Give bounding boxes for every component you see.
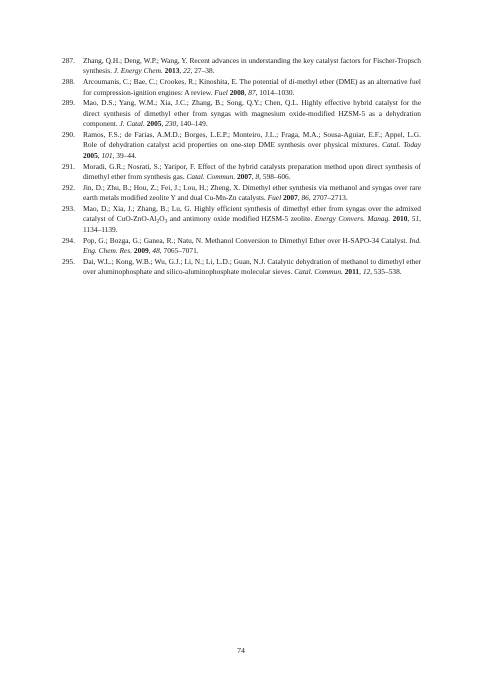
reference-text: Jin, D.; Zhu, B.; Hou, Z.; Fei, J.; Lou, H.; Zheng, X. Dimethyl ether synthesis via methanol and syngas over rare earth metals modified zeolite Y and dual Cu-Mn-Zn catalysts. Fuel 2007, 86, 2707–2713. xyxy=(83,182,421,203)
reference-text: Pop, G.; Bozga, G.; Ganea, R.; Natu, N. Methanol Conversion to Dimethyl Ether over H-SAPO-34 Catalyst. Ind. Eng. Chem. Res. 2009, 48, 7065–7071. xyxy=(83,235,421,256)
reference-item xyxy=(62,257,421,278)
reference-number: 291. xyxy=(62,161,75,171)
reference-text: Zhang, Q.H.; Deng, W.P.; Wang, Y. Recent advances in understanding the key catalyst factors for Fischer-Tropsch synthesis. J. Energy Chem. 2013, 22, 27–38. xyxy=(83,56,421,76)
reference-item xyxy=(62,98,421,129)
reference-text: Mao, D.; Xia, J.; Zhang, B.; Lu, G. Highly efficient synthesis of dimethyl ether from syngas over the admixed catalyst of CuO-$ZnO-Al_2O_3$ and antimony oxide modified HZSM-5 zeolite. Energy Convers. Manag. 2010, 51, 1134–1139. xyxy=(83,204,421,234)
reference-number: 290. xyxy=(62,130,75,140)
reference-text: Dai, W.L.; Kong, W.B.; Wu, G.J.; Li, N.; Li, L.D.; Guan, N.J. Catalytic dehydration of methanol to dimethyl ether over aluminophosphate and silico-aluminophosphate molecular sieves. Catal. Commun. 2011, 12, 535–538. xyxy=(83,256,421,277)
reference-item xyxy=(62,56,421,77)
reference-number: 288. xyxy=(62,77,75,87)
reference-item xyxy=(62,183,421,204)
reference-item xyxy=(62,77,421,98)
reference-text: Arcoumanis, C.; Bae, C.; Crookes, R.; Kinoshita, E. The potential of di-methyl ether (DME) as an alternative fuel for compression-ignition engines: A review. Fuel 2008, 87, 1014–1030. xyxy=(83,77,421,97)
reference-number: 295. xyxy=(62,256,75,266)
reference-item xyxy=(62,236,421,257)
reference-text: Ramos, F.S.; de Farias, A.M.D.; Borges, L.E.P.; Monteiro, J.L.; Fraga, M.A.; Sousa-Aguiar, E.F.; Appel, L.G. Role of dehydration catalyst acid properties on one-step DME synthesis over physical mixtures. Catal. Today 2005, 101, 39–44. xyxy=(83,130,422,160)
reference-item xyxy=(62,130,421,161)
reference-number: 289. xyxy=(62,98,75,108)
reference-item xyxy=(62,204,421,235)
reference-number: 293. xyxy=(62,204,75,214)
reference-number: 292. xyxy=(62,182,75,192)
reference-list xyxy=(62,56,421,278)
page-number: 74 xyxy=(237,646,245,655)
reference-number: 287. xyxy=(62,56,75,65)
reference-text: Moradi, G.R.; Nosrati, S.; Yaripor, F. Effect of the hybrid catalysts preparation method upon direct synthesis of dimethyl ether from synthesis gas. Catal. Commun. 2007, 8, 598–606. xyxy=(83,161,421,182)
reference-item xyxy=(62,162,421,183)
reference-text: Mao, D.S.; Yang, W.M.; Xia, J.C.; Zhang, B.; Song, Q.Y.; Chen, Q.L. Highly effective hybrid catalyst for the direct synthesis of dimethyl ether from syngas with magnesium oxide-modified HZSM-5 as a dehydration component. J. Catal. 2005, 230, 140–149. xyxy=(83,98,421,129)
reference-number: 294. xyxy=(62,235,75,245)
